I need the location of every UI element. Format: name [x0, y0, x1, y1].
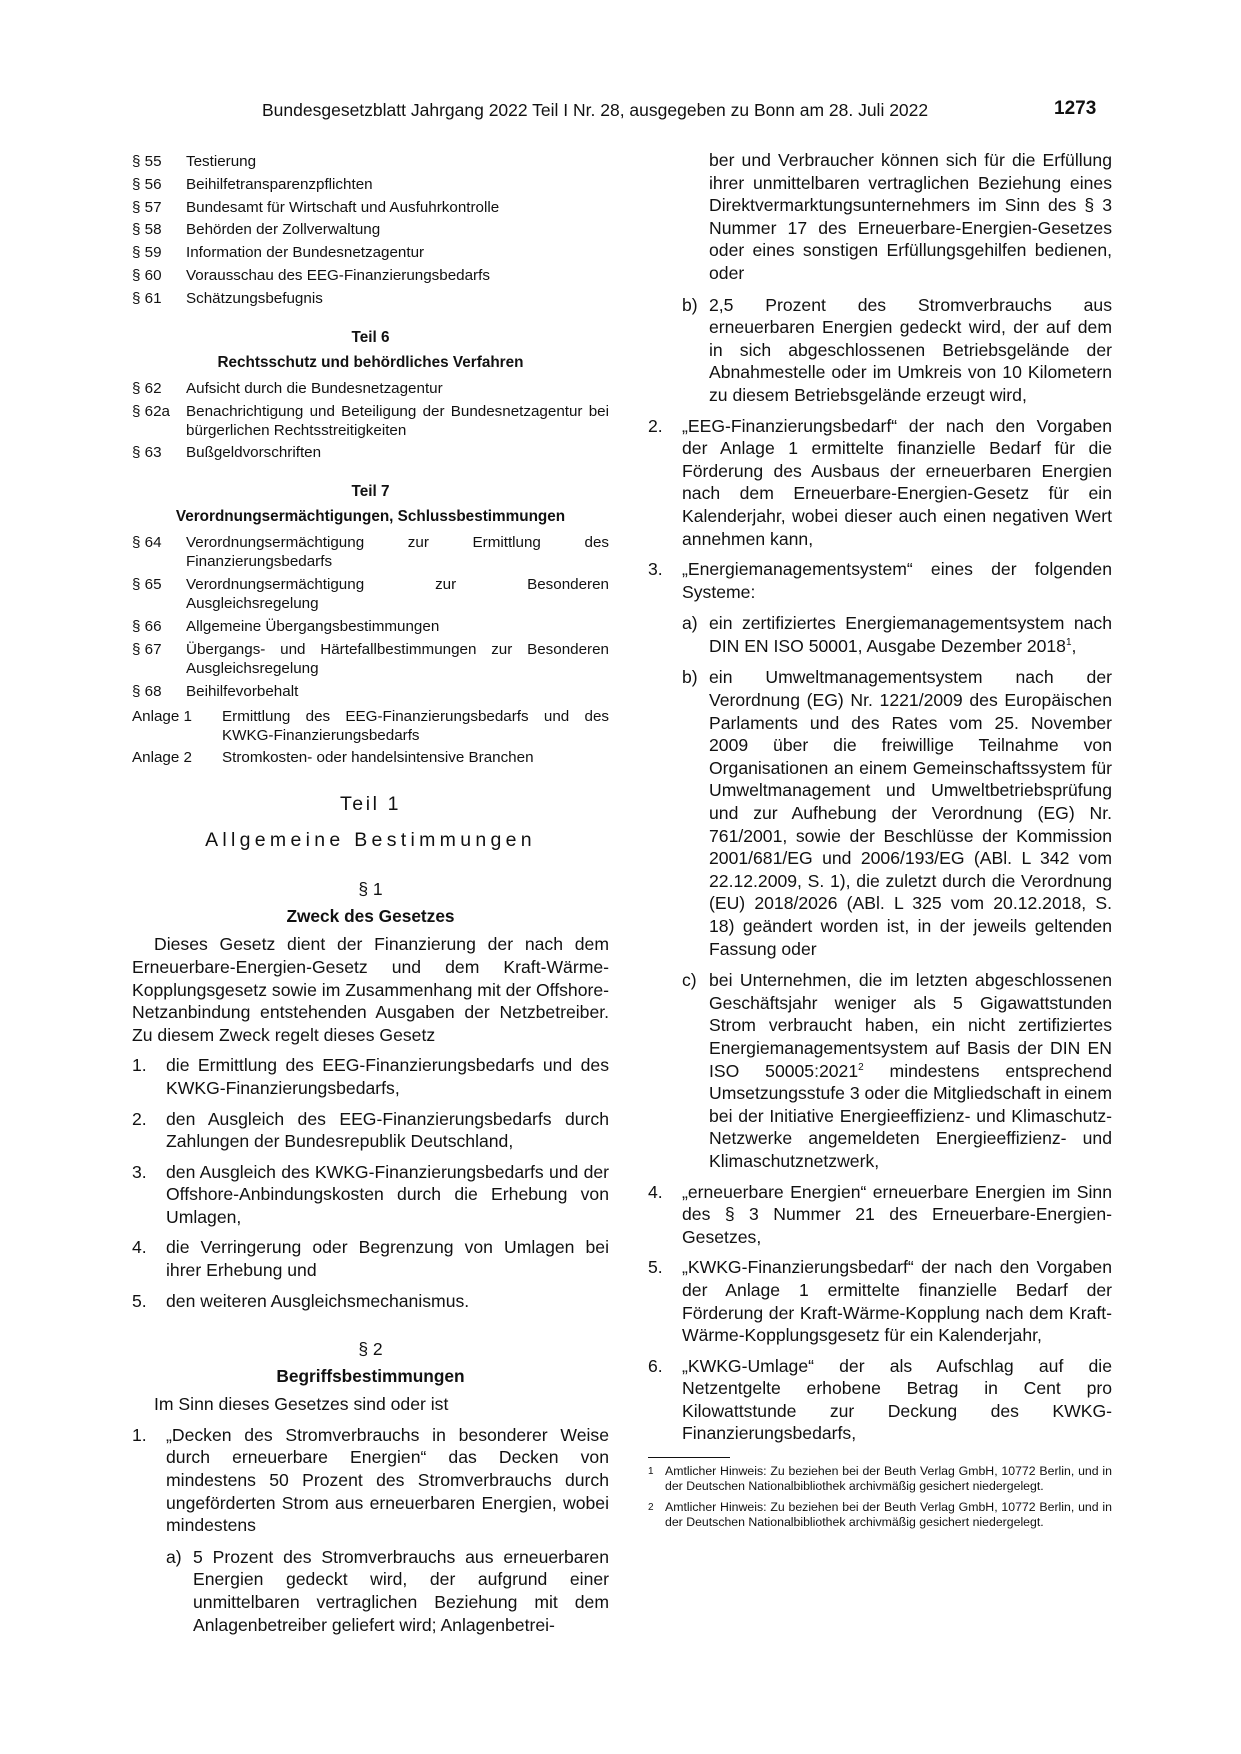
- toc-number: § 60: [132, 266, 162, 284]
- sub-list-item: [648, 294, 1112, 407]
- toc-number: § 55: [132, 153, 162, 170]
- toc-part-title: Rechtsschutz und behördliches Verfahren: [217, 353, 524, 371]
- toc-number: § 62: [132, 379, 162, 397]
- toc-row: [132, 617, 609, 636]
- list-item: [648, 1181, 1112, 1249]
- list-text-part: ,: [1071, 635, 1077, 656]
- list-item: [648, 415, 1112, 551]
- toc-list: [132, 152, 609, 767]
- list-text: 5 Prozent des Stromverbrauchs aus erneuerbaren Energien gedeckt wird, der aufgrund einer unmittelbaren vertraglichen Beziehung mit dem Anlagenbetreiber geliefert wird; Anlagenbetrei-: [193, 1546, 609, 1635]
- list-marker: 1.: [132, 1055, 147, 1076]
- toc-row: [132, 289, 609, 308]
- toc-number: § 57: [132, 198, 162, 216]
- footnote-marker: 1: [648, 1466, 654, 1478]
- publication-line: Bundesgesetzblatt Jahrgang 2022 Teil I Nr. 28, ausgegeben zu Bonn am 28. Juli 2022: [262, 100, 929, 120]
- list-text-part: ein zertifiziertes Energiemanagementsystem nach DIN EN ISO 50001, Ausgabe Dezember 2018: [709, 613, 1112, 656]
- toc-part-label: Teil 7: [351, 483, 390, 501]
- list-marker: 2.: [132, 1108, 147, 1129]
- list-marker: 4.: [132, 1237, 147, 1258]
- list-marker: 5.: [132, 1290, 147, 1311]
- list-item: [132, 1290, 609, 1313]
- toc-number: § 67: [132, 640, 162, 658]
- toc-title: Ermittlung des EEG-Finanzierungsbedarfs und des KWKG-Finanzierungsbedarfs: [222, 707, 609, 744]
- list-item: [648, 1355, 1112, 1445]
- section-number: § 1: [358, 879, 383, 900]
- list-text: „Energiemanagementsystem“ eines der folgenden Systeme:: [682, 559, 1112, 602]
- list-text: [709, 612, 1112, 657]
- list-item: [648, 558, 1112, 603]
- toc-title: Behörden der Zollverwaltung: [186, 221, 381, 239]
- sub-list-item: [648, 666, 1112, 960]
- list-marker: 2.: [648, 415, 663, 436]
- toc-title: Beihilfetransparenzpflichten: [186, 175, 373, 193]
- right-column: [648, 152, 1112, 1535]
- toc-row: [132, 640, 609, 678]
- toc-number: § 65: [132, 576, 162, 594]
- toc-number: § 68: [132, 682, 162, 700]
- list-item: [132, 1236, 609, 1281]
- toc-title: Schätzungsbefugnis: [186, 289, 323, 307]
- toc-number: § 61: [132, 289, 162, 307]
- section-intro: Dieses Gesetz dient der Finanzierung der nach dem Erneuerbare-Energien-Gesetz und dem Kraft-Wärme-Kopplungsgesetz sowie im Zusammenhang mit der Offshore-Netzanbindung entstehenden Ausgaben der Netzbetreiber. Zu diesem Zweck regelt dieses Gesetz: [132, 934, 609, 1045]
- left-column: [132, 152, 609, 1636]
- toc-title: Testierung: [186, 153, 257, 170]
- toc-row: [132, 220, 609, 239]
- toc-number: § 56: [132, 175, 162, 193]
- list-text: „KWKG-Umlage“ der als Aufschlag auf die Netzentgelte erhobene Betrag in Cent pro Kilowattstunde zur Deckung des KWKG-Finanzierungsbedarfs,: [682, 1355, 1112, 1444]
- toc-row: [132, 575, 609, 613]
- toc-title: Übergangs- und Härtefallbestimmungen zur Besonderen Ausgleichsregelung: [186, 640, 609, 677]
- toc-row: [132, 533, 609, 571]
- toc-row: [132, 175, 609, 194]
- list-marker: b): [682, 667, 698, 688]
- list-text: ein Umweltmanagementsystem nach der Verordnung (EG) Nr. 1221/2009 des Europäischen Parlaments und des Rates vom 25. November 2009 über die freiwillige Teilnahme von Organisationen an einem Gemeinschaftssystem für Umweltmanagement und Umweltbetriebsprüfung und zur Aufhebung der Verordnung (EG) Nr. 761/2001, sowie der Beschlüsse der Kommission 2001/681/EG und 2006/193/EG (ABl. L 342 vom 22.12.2009, S. 1), die zuletzt durch die Verordnung (EU) 2018/2026 (ABl. L 325 vom 20.12.2018, S. 18) geändert worden ist, in der jeweils geltenden Fassung oder: [709, 667, 1112, 959]
- page-number: 1273: [1054, 98, 1097, 119]
- list-item: [132, 1161, 609, 1229]
- footnote-text: Amtlicher Hinweis: Zu beziehen bei der Beuth Verlag GmbH, 10772 Berlin, und in der Deutschen Nationalbibliothek archivmäßig gesichert niedergelegt.: [665, 1499, 1112, 1529]
- toc-row: [132, 402, 609, 440]
- toc-title: Verordnungsermächtigung zur Ermittlung des Finanzierungsbedarfs: [186, 534, 609, 571]
- list-marker: a): [166, 1546, 182, 1567]
- list-marker: a): [682, 613, 698, 634]
- list-text: „KWKG-Finanzierungsbedarf“ der nach den Vorgaben der Anlage 1 ermittelte finanzielle Bedarf der Förderung der Kraft-Wärme-Kopplung nach dem Kraft-Wärme-Kopplungsgesetz für ein Kalenderjahr,: [682, 1257, 1112, 1346]
- list-item: [132, 1424, 609, 1537]
- sub-list-item: [648, 969, 1112, 1172]
- toc-row: [132, 682, 609, 701]
- section-list: [132, 1054, 609, 1312]
- section-title: Begriffsbestimmungen: [276, 1366, 465, 1387]
- section-title: Zweck des Gesetzes: [286, 906, 455, 927]
- part-label: Teil 1: [339, 793, 402, 816]
- toc-row: [132, 198, 609, 217]
- toc-number: § 59: [132, 244, 162, 262]
- list-text-part: mindestens entsprechend Umsetzungsstufe 3 oder die Mitgliedschaft in einem bei der Initiative Energieeffizienz- und Klimaschutz-Netzwerke angemeldeten Energieeffizienz- und Klimaschutznetzwerk,: [709, 1060, 1112, 1171]
- list-text: „erneuerbare Energien“ erneuerbare Energien im Sinn des § 3 Nummer 21 des Erneuerbare-Energien-Gesetzes,: [682, 1181, 1112, 1247]
- toc-title: Bußgeldvorschriften: [186, 444, 322, 462]
- toc-title: Beihilfevorbehalt: [186, 682, 299, 700]
- list-text: die Verringerung oder Begrenzung von Umlagen bei ihrer Erhebung und: [166, 1237, 609, 1281]
- footnote-divider: [648, 1457, 730, 1458]
- list-text: „Decken des Stromverbrauchs in besonderer Weise durch erneuerbare Energien“ das Decken von mindestens 50 Prozent des Stromverbrauchs durch ungeförderten Strom aus erneuerbaren Energien, wobei mindestens: [166, 1424, 609, 1536]
- toc-annex-row: [132, 748, 609, 767]
- toc-title: Vorausschau des EEG-Finanzierungsbedarfs: [186, 266, 490, 284]
- list-text-continuation: ber und Verbraucher können sich für die Erfüllung ihrer unmittelbaren vertraglichen Beziehung eines Direktvermarktungsunternehmers im Sinn des § 3 Nummer 17 des Erneuerbare-Energien-Gesetzes oder eines sonstigen Erfüllungsgehilfen bedienen, oder: [709, 150, 1112, 283]
- toc-row: [132, 243, 609, 262]
- toc-title: Aufsicht durch die Bundesnetzagentur: [186, 379, 443, 397]
- toc-number: Anlage 2: [132, 749, 192, 767]
- list-text-part: bei Unternehmen, die im letzten abgeschlossenen Geschäftsjahr weniger als 5 Gigawattstunden Strom verbraucht haben, ein nicht zertifiziertes Energiemanagementsystem auf Basis der DIN EN ISO 50005:2021: [709, 970, 1112, 1081]
- part-title: Allgemeine Bestimmungen: [205, 829, 536, 852]
- toc-row: [132, 266, 609, 285]
- list-marker: b): [682, 294, 698, 315]
- list-marker: 1.: [132, 1424, 147, 1445]
- toc-row: [132, 152, 609, 171]
- toc-row: [132, 443, 609, 462]
- list-item: [648, 1256, 1112, 1346]
- footnote: [648, 1500, 1112, 1531]
- list-text: die Ermittlung des EEG-Finanzierungsbedarfs und des KWKG-Finanzierungsbedarfs,: [166, 1055, 609, 1098]
- toc-number: § 62a: [132, 402, 171, 420]
- page-header: [0, 100, 1241, 130]
- toc-part-label: Teil 6: [351, 328, 390, 346]
- list-marker: 3.: [648, 559, 663, 580]
- toc-number: § 64: [132, 534, 162, 552]
- list-text: den weiteren Ausgleichsmechanismus.: [166, 1290, 470, 1311]
- list-text: den Ausgleich des KWKG-Finanzierungsbedarfs und der Offshore-Anbindungskosten durch die Erhebung von Umlagen,: [166, 1161, 609, 1227]
- toc-annex-row: [132, 707, 609, 745]
- toc-number: § 58: [132, 221, 162, 239]
- list-text: [709, 969, 1112, 1172]
- list-marker: 5.: [648, 1257, 663, 1278]
- footnote-marker: 2: [648, 1501, 654, 1513]
- sub-list-item: [132, 1546, 609, 1636]
- list-text: den Ausgleich des EEG-Finanzierungsbedarfs durch Zahlungen der Bundesrepublik Deutschland,: [166, 1108, 609, 1152]
- toc-row: [132, 379, 609, 398]
- list-item: [132, 1054, 609, 1099]
- toc-title: Information der Bundesnetzagentur: [186, 244, 425, 262]
- toc-title: Allgemeine Übergangsbestimmungen: [186, 617, 440, 635]
- list-text: „EEG-Finanzierungsbedarf“ der nach den Vorgaben der Anlage 1 ermittelte finanzielle Bedarf für die Förderung des Ausbaus der erneuerbaren Energien nach dem Erneuerbare-Energien-Gesetz für ein Kalenderjahr, wobei dieser auch einen negativen Wert annehmen kann,: [682, 415, 1112, 549]
- toc-title: Stromkosten- oder handelsintensive Branchen: [222, 749, 534, 767]
- list-item: [132, 1108, 609, 1153]
- toc-title: Benachrichtigung und Beteiligung der Bundesnetzagentur bei bürgerlichen Rechtsstreitigkeiten: [186, 402, 609, 439]
- list-text: 2,5 Prozent des Stromverbrauchs aus erneuerbaren Energien gedeckt wird, der auf dem in sich abgeschlossenen Betriebsgelände der Abnahmestelle oder im Umkreis von 10 Kilometern zu diesem Betriebsgelände erzeugt wird,: [709, 294, 1112, 405]
- section-number: § 2: [358, 1339, 383, 1360]
- toc-part-title: Verordnungsermächtigungen, Schlussbestimmungen: [175, 508, 566, 526]
- footnote: [648, 1464, 1112, 1495]
- section-intro: Im Sinn dieses Gesetzes sind oder ist: [154, 1394, 449, 1415]
- toc-number: § 66: [132, 617, 162, 635]
- toc-number: Anlage 1: [132, 707, 192, 725]
- list-marker: c): [682, 970, 697, 991]
- footnote-ref: 2: [858, 1061, 864, 1073]
- toc-title: Verordnungsermächtigung zur Besonderen Ausgleichsregelung: [186, 576, 609, 613]
- list-marker: 4.: [648, 1181, 663, 1202]
- footnote-ref: 1: [1065, 637, 1072, 649]
- toc-title: Bundesamt für Wirtschaft und Ausfuhrkontrolle: [186, 198, 500, 216]
- sub-list-item: [648, 612, 1112, 657]
- footnote-text: Amtlicher Hinweis: Zu beziehen bei der Beuth Verlag GmbH, 10772 Berlin, und in der Deutschen Nationalbibliothek archivmäßig gesichert niedergelegt.: [665, 1464, 1112, 1494]
- list-marker: 3.: [132, 1161, 147, 1182]
- toc-number: § 63: [132, 444, 162, 462]
- list-marker: 6.: [648, 1355, 663, 1376]
